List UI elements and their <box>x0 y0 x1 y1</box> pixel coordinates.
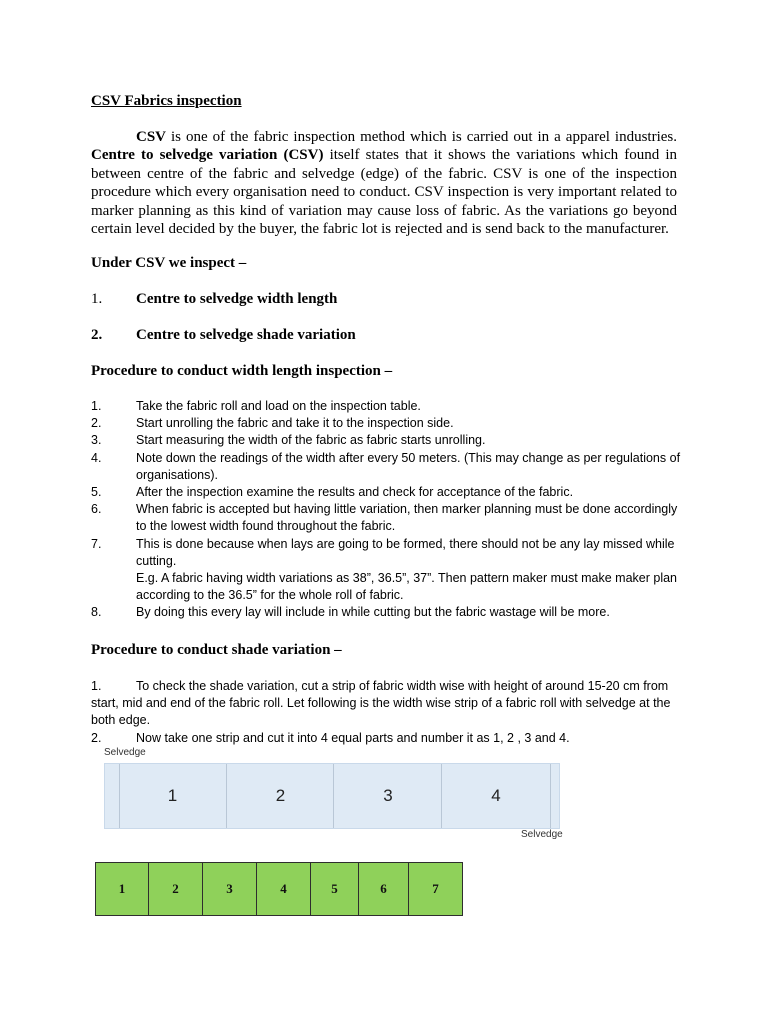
inspect-item-text: Centre to selvedge width length <box>136 291 338 307</box>
numbered-cell: 6 <box>359 863 409 915</box>
strip-part: 2 <box>226 764 334 828</box>
step-text: Start measuring the width of the fabric as fabric starts unrolling. <box>136 433 486 448</box>
intro-paragraph <box>91 128 677 238</box>
step-text: To check the shade variation, cut a strip of fabric width wise with height of around 15-20 cm from start, mid and end of the fabric roll. Let following is the width wise strip of a fabric roll with selvedge at the both edge. <box>91 679 671 728</box>
list-item <box>91 484 691 501</box>
list-item <box>91 730 671 747</box>
fabric-strip-figure <box>104 763 560 829</box>
numbered-cells-figure <box>95 862 463 916</box>
intro-csv-bold: CSV <box>136 129 167 145</box>
step-number: 2. <box>91 416 102 431</box>
step-text: This is done because when lays are going to be formed, there should not be any lay missed while cutting. <box>136 536 675 568</box>
numbered-cell: 2 <box>149 863 203 915</box>
step-number: 7. <box>91 536 102 551</box>
shade-steps-list <box>91 678 671 747</box>
step-number: 4. <box>91 450 102 465</box>
strip-part: 1 <box>167 786 178 805</box>
list-item <box>91 536 691 605</box>
width-procedure-heading: Procedure to conduct width length inspection – <box>91 363 393 379</box>
numbered-cell: 1 <box>96 863 149 915</box>
list-item <box>91 415 691 432</box>
inspect-item-text: Centre to selvedge shade variation <box>136 327 356 343</box>
list-item <box>91 398 691 415</box>
step-number: 8. <box>91 605 102 620</box>
numbered-cell: 5 <box>311 863 359 915</box>
list-item <box>91 432 691 449</box>
document-title: CSV Fabrics inspection <box>91 93 242 109</box>
selvedge-label-bottom: Selvedge <box>521 829 563 840</box>
step-text: Now take one strip and cut it into 4 equal parts and number it as 1, 2 , 3 and 4. <box>136 730 570 745</box>
list-item <box>91 450 691 484</box>
step-text: Take the fabric roll and load on the inspection table. <box>136 399 421 413</box>
step-number: 5. <box>91 485 102 500</box>
inspect-item-number: 2. <box>91 327 103 343</box>
shade-procedure-heading: Procedure to conduct shade variation – <box>91 642 342 658</box>
step-text: Start unrolling the fabric and take it to the inspection side. <box>136 416 454 431</box>
strip-part: 3 <box>333 764 442 828</box>
step-text: Note down the readings of the width after every 50 meters. (This may change as per regulations of organisations). <box>136 450 681 482</box>
under-csv-heading: Under CSV we inspect – <box>91 255 247 271</box>
step-number: 1. <box>91 399 102 413</box>
inspect-item-number: 1. <box>91 291 103 307</box>
step-text: When fabric is accepted but having little variation, then marker planning must be done accordingly to the lowest width found throughout the fabric. <box>136 502 678 534</box>
selvedge-edge-right <box>550 764 551 828</box>
strip-part: 4 <box>441 764 550 828</box>
numbered-cell: 3 <box>203 863 257 915</box>
step-example: E.g. A fabric having width variations as 38”, 36.5”, 37”. Then pattern maker must make maker plan according to the 36.5” for the whole roll of fabric. <box>136 571 678 603</box>
intro-csv-full-bold: Centre to selvedge variation (CSV) <box>91 147 324 164</box>
step-number: 1. <box>91 679 102 693</box>
step-number: 2. <box>91 730 102 745</box>
intro-part1: is one of the fabric inspection method which is carried out in a apparel industries. <box>166 129 677 145</box>
step-text: By doing this every lay will include in while cutting but the fabric wastage will be more. <box>136 605 610 620</box>
numbered-cell: 4 <box>257 863 311 915</box>
list-item <box>91 678 671 730</box>
step-number: 3. <box>91 433 102 448</box>
numbered-cell: 7 <box>409 863 462 915</box>
width-steps-list <box>91 398 691 622</box>
selvedge-label-top: Selvedge <box>104 747 146 758</box>
step-text: After the inspection examine the results and check for acceptance of the fabric. <box>136 485 574 500</box>
intro-part2: itself states that it shows the variations which found in between centre of the fabric and selvedge (edge) of the fabric. CSV is one of the inspection procedure which every organisation need to conduct. CSV inspection is very important related to marker planning as this kind of variation may cause loss of fabric. As the variations go beyond certain level decided by the buyer, the fabric lot is rejected and is send back to the manufacturer. <box>91 147 677 238</box>
step-number: 6. <box>91 502 102 517</box>
list-item <box>91 501 691 535</box>
list-item <box>91 604 691 621</box>
